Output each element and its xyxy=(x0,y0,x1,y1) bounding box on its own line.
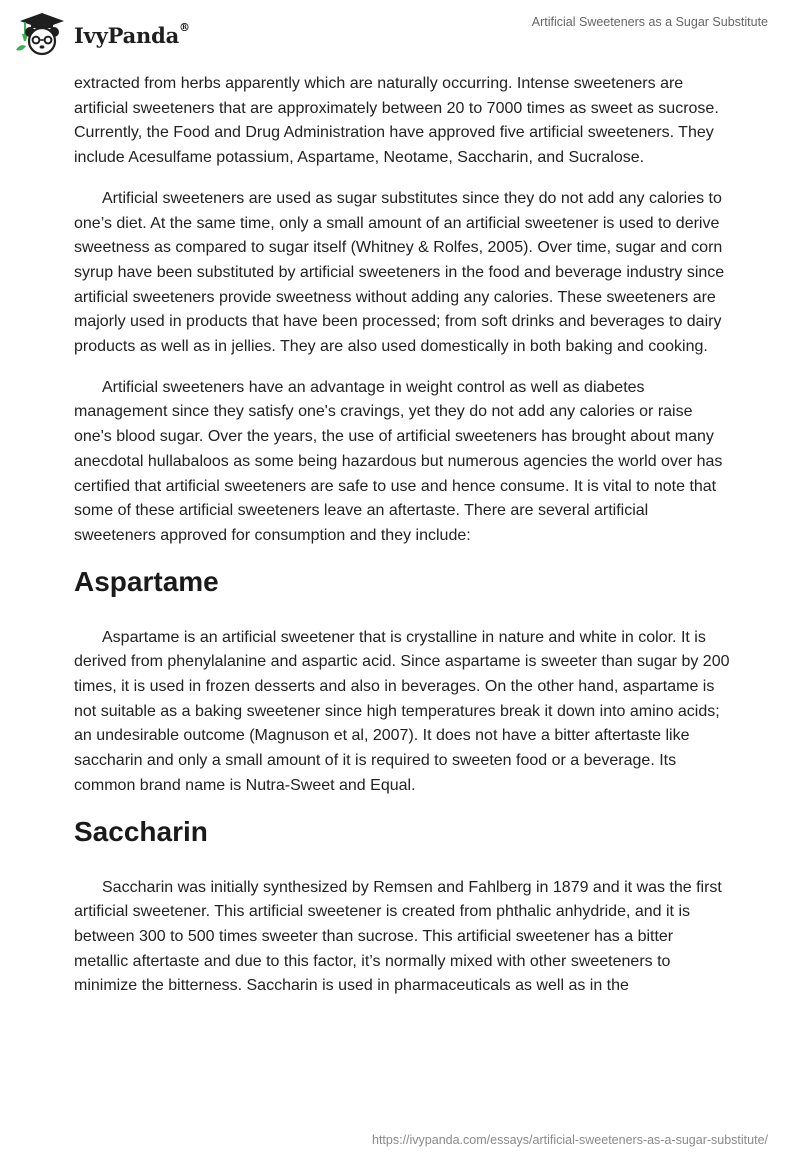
paragraph-weight-control: Artificial sweeteners have an advantage in weight control as well as diabetes management since they satisfy one's cravings, yet they do not add any calories or raise one's blood sugar. Over the years, the use of artificial sweeteners has brought about many anecdotal hullabaloos as some being hazardous but numerous agencies the world over has certified that artificial sweeteners are safe to use and hence consume. It is vital to note that some of these artificial sweeteners leave an aftertaste. There are several artificial sweeteners approved for consumption and they include: xyxy=(74,378,723,544)
paragraph-intro-continued: extracted from herbs apparently which are naturally occurring. Intense sweeteners are artificial sweeteners that are approximately between 20 to 7000 times as sweet as sucrose. Currently, the Food and Drug Administration have approved five artificial sweeteners. They include Acesulfame potassium, Aspartame, Neotame, Saccharin, and Sucralose. xyxy=(74,75,719,167)
essay-content xyxy=(74,72,730,1015)
paragraph-sugar-substitutes: Artificial sweeteners are used as sugar substitutes since they do not add any calories to one’s diet. At the same time, only a small amount of an artificial sweetener is used to derive sweetness as compared to sugar itself (Whitney & Rolfes, 2005). Over time, sugar and corn syrup have been substituted by artificial sweeteners in the food and beverage industry since artificial sweeteners provide sweetness without adding any calories. These sweeteners are majorly used in products that have been processed; from soft drinks and beverages to dairy products as well as in jellies. They are also used domestically in both baking and cooking. xyxy=(74,189,725,356)
brand-name: IvyPanda® xyxy=(74,20,190,48)
panda-graduate-logo-icon xyxy=(14,10,70,56)
registered-mark: ® xyxy=(179,20,190,34)
paragraph-saccharin: Saccharin was initially synthesized by Remsen and Fahlberg in 1879 and it was the first artificial sweetener. This artificial sweetener is created from phthalic anhydride, and it is between 300 to 500 times sweeter than sucrose. This artificial sweetener has a bitter metallic aftertaste and due to this factor, it’s normally mixed with other sweeteners to minimize the bitterness. Saccharin is used in pharmaceuticals as well as in the xyxy=(74,878,722,995)
brand-logo[interactable] xyxy=(14,10,190,56)
heading-saccharin: Saccharin xyxy=(74,815,208,847)
heading-aspartame: Aspartame xyxy=(74,565,219,597)
paragraph-aspartame: Aspartame is an artificial sweetener that is crystalline in nature and white in color. It is derived from phenylalanine and aspartic acid. Since aspartame is sweeter than sugar by 200 times, it is used in frozen desserts and also in beverages. On the other hand, aspartame is not suitable as a baking sweetener since high temperatures break it down into amino acids; an undesirable outcome (Magnuson et al, 2007). It does not have a bitter aftertaste like saccharin and only a small amount of it is required to sweeten food or a beverage. Its common brand name is Nutra-Sweet and Equal. xyxy=(74,628,730,794)
document-title: Artificial Sweeteners as a Sugar Substitute xyxy=(531,15,768,29)
page-header xyxy=(0,0,800,70)
footer-source-url[interactable]: https://ivypanda.com/essays/artificial-sweeteners-as-a-sugar-substitute/ xyxy=(372,1133,768,1147)
